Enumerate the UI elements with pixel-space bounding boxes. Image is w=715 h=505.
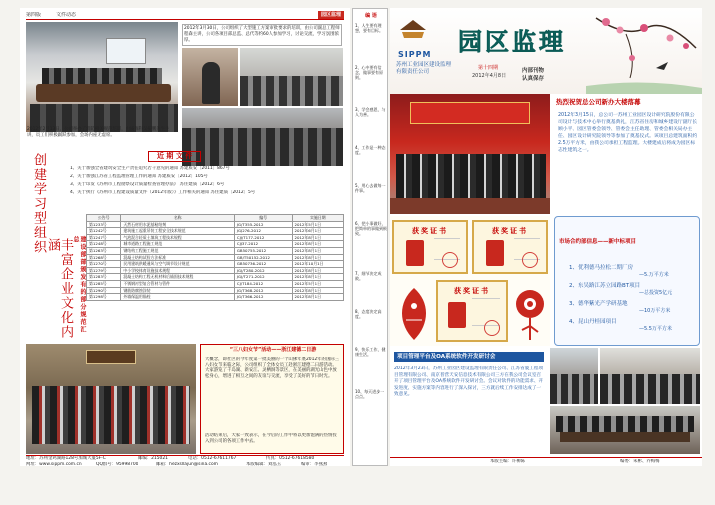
table-cell: 第1247号 xyxy=(87,234,121,241)
table-cell: 中小学校体育设施技术规程 xyxy=(121,267,235,274)
ceremony-banner xyxy=(410,102,530,124)
market-item-1: 1、优利德马拉松二期厂房 xyxy=(569,265,634,271)
issue-date: 2012年4月8日 xyxy=(472,73,507,79)
table-cell: JG/T355-2012 xyxy=(234,221,292,228)
table-cell: 第1298号 xyxy=(87,294,121,301)
certificate-2 xyxy=(472,220,548,274)
audience-rows xyxy=(240,76,343,106)
certificate-2-title: 获奖证书 xyxy=(492,227,528,235)
seminar-photo-3 xyxy=(550,406,700,454)
market-area-1: —5.万平方米 xyxy=(639,272,669,278)
table-cell: 天然石材用水泥基粘结剂 xyxy=(121,221,235,228)
seminar-2-people xyxy=(600,374,700,404)
table-row xyxy=(87,261,344,268)
vertical-slogan-2: 丰富企业文化内涵 xyxy=(45,238,73,340)
table-cell: 第1285号 xyxy=(87,280,121,287)
ceremony-floor xyxy=(390,198,550,214)
table-cell: JG/T368-2012 xyxy=(234,287,292,294)
market-info-box xyxy=(554,216,700,346)
table-cell: JGJ/T271-2012 xyxy=(234,274,292,281)
table-cell: 2012年5月1日 xyxy=(292,280,344,287)
attendees xyxy=(42,68,162,84)
right-footer-editor: 本版主编：许柳陈 xyxy=(490,459,526,464)
table-cell: CJJ37-2012 xyxy=(234,241,292,248)
market-area-3: —10万平方米 xyxy=(639,308,671,314)
left-footer xyxy=(26,455,344,466)
editorial-item-2: 2、心中要有信念，做事要有原则。 xyxy=(355,65,383,81)
editorial-item-4: 4、工作是一种态度。 xyxy=(355,145,386,156)
seminar-photo-1 xyxy=(550,348,598,404)
table-row xyxy=(87,247,344,254)
company-name: 苏州工业园区建设监理有限责任公司 xyxy=(396,62,452,75)
internal-label-1: 内部刊物 xyxy=(522,68,545,74)
editorial-item-10: 10、每天进步一点点。 xyxy=(355,389,385,400)
market-item-2: 2、东吴路江苏立园路BT项目 xyxy=(569,283,641,289)
table-row xyxy=(87,221,344,228)
table-cell: JGJ/T280-2012 xyxy=(234,267,292,274)
table-cell: GB/T50152-2012 xyxy=(234,254,292,261)
training-photo-1 xyxy=(26,22,178,132)
editorial-item-1: 1、人生要有理想，要有目标。 xyxy=(355,23,383,34)
certificate-3 xyxy=(436,280,508,342)
footer-website[interactable]: 网址：www.sippm.com.cn xyxy=(26,462,82,467)
paper-cut-flower-icon xyxy=(512,286,548,342)
table-cell: 2012年8月1日 xyxy=(292,247,344,254)
recent-doc-4: 4、关于执行《苏州市工程建设质量文件（2012年版）》工作相关的通知 苏住建质〔2012〕5号 xyxy=(70,190,256,195)
table-row xyxy=(87,234,344,241)
certificate-1-title: 获奖证书 xyxy=(412,227,448,235)
training-photo-2 xyxy=(240,48,343,106)
table-cell: 2012年8月1日 xyxy=(292,254,344,261)
editorial-item-3: 3、学会感恩，与人为善。 xyxy=(355,107,386,118)
recent-doc-3: 3、关于印发《苏州市工程勘察设计质量检查管理办法》 苏住建质〔2012〕6号 xyxy=(70,182,225,187)
editorial-item-8: 8、态度决定高度。 xyxy=(355,309,382,320)
standards-table xyxy=(86,214,344,301)
ceremony-people xyxy=(396,154,546,198)
footer-email[interactable]: 邮箱：hezxsllajun@sina.com xyxy=(156,462,218,467)
table-cell: 城市道路工程施工规范 xyxy=(121,241,235,248)
table-cell: 气泡混合轻质土填筑工程技术规程 xyxy=(121,234,235,241)
certificate-2-ribbon-icon xyxy=(486,240,504,266)
projection-screen xyxy=(106,38,146,64)
editorial-item-5: 5、用心去做每一件事。 xyxy=(355,183,386,194)
footer-reviewer: 编审：李燕燕 xyxy=(301,462,328,467)
footer-address: 地址：苏州金鸡湖路128号加城大厦5F-C xyxy=(26,456,106,461)
issue-number: 第十四期 xyxy=(478,65,499,71)
seminar-3-people xyxy=(556,416,694,432)
certificate-1-seal-icon xyxy=(442,252,458,268)
editorial-item-7: 7、细节决定成败。 xyxy=(355,271,382,282)
seminar-photo-2 xyxy=(600,348,700,404)
section-label: 文件动态 xyxy=(56,12,77,18)
right-footer-reviewer: 编委：朱彬、乔梅梅 xyxy=(620,459,660,464)
table-cell: 2012年5月1日 xyxy=(292,221,344,228)
footer-postcode: 邮编：215021 xyxy=(138,456,168,461)
womens-day-title: “三八妇女节”活动——浙江建德二日游 xyxy=(229,347,317,353)
group-photo xyxy=(26,344,196,454)
table-cell: 2012年6月1日 xyxy=(292,228,344,235)
standards-table-wrap xyxy=(86,214,346,301)
table-cell: CJJ/T177-2012 xyxy=(234,234,292,241)
company-logo-icon xyxy=(398,18,428,44)
paper-cut-fish-icon xyxy=(396,284,432,344)
plum-blossom-illustration xyxy=(586,8,702,94)
certificate-2-seal-icon xyxy=(522,252,538,268)
table-cell: 第1233号 xyxy=(87,221,121,228)
masthead xyxy=(390,8,702,94)
right-page xyxy=(390,8,702,466)
womens-day-body: 大概念，即社区的今年度第一批美丽的一个山佛年底2012年的国际三八妇女节来临之际，公司组织了全体女员工赴浙江建德二日游活动。大家游览了千岛湖、新安江、灵栖洞等景区，在美丽的湖光山色中放松身心，增进了相互之间的友谊与交流，享受了美好的节日时光。 xyxy=(205,357,340,379)
certificate-1-ribbon-icon xyxy=(406,240,424,266)
table-cell: 第1290号 xyxy=(87,287,121,294)
table-cell: 第1270号 xyxy=(87,261,121,268)
market-area-2: —总投资5亿元 xyxy=(639,290,673,296)
recent-docs-section xyxy=(68,150,344,210)
market-title: 市场合约部信息——新中标项目 xyxy=(559,239,637,245)
certificate-3-seal-icon xyxy=(484,320,500,336)
table-cell: 外墙保温用锚栓 xyxy=(121,294,235,301)
table-cell: 第1279号 xyxy=(87,267,121,274)
footer-phone: 电话：0512-67611767 xyxy=(188,456,237,461)
table-cell: 钢筋防腐蚀涂装 xyxy=(121,287,235,294)
standards-side-label: 建设部部颁发有的部分规范汇总 xyxy=(72,236,86,334)
table-row xyxy=(87,280,344,287)
table-cell: 2012年8月1日 xyxy=(292,241,344,248)
table-cell: 混凝土结构工程无机材料后锚固技术规程 xyxy=(121,274,235,281)
certificate-3-title: 获奖证书 xyxy=(454,287,490,295)
table-cell: CJ/T184-2012 xyxy=(234,280,292,287)
table-cell: 2012年10月1日 xyxy=(292,261,344,268)
editorial-column xyxy=(352,8,388,466)
left-page xyxy=(20,8,350,466)
table-cell: GB50736-2012 xyxy=(234,261,292,268)
table-cell: 第1248号 xyxy=(87,241,121,248)
software-seminar-body: 2012年3月23日，苏州工业园区建设监理有限责任公司、江苏省厦工程项目管理有限公司、南京普营天安信息技术有限公司三方在我公司会议室召开了项目管理平台及OA系统软件开发研讨会。会议对软件的功能需求、开发进度、实施方案等内容进行了深入探讨，三方就后续工作安排达成了一致意见。 xyxy=(394,366,544,398)
sippm-text: SIPPM xyxy=(398,50,432,59)
header-logo: 园区监理 xyxy=(318,11,344,19)
market-item-3: 3、德华紫光产学研基地 xyxy=(569,301,628,307)
table-cell: 2012年8月1日 xyxy=(292,294,344,301)
table-cell: 第1268号 xyxy=(87,254,121,261)
womens-day-box xyxy=(200,344,344,454)
table-cell: 2012年8月1日 xyxy=(292,274,344,281)
recent-docs-title: 近 期 文 件 xyxy=(148,151,201,162)
certificates-area xyxy=(390,216,550,346)
table-row xyxy=(87,228,344,235)
header-name: 名称 xyxy=(121,215,235,222)
story1-caption: 2012年3月30日，公司组织了大型施工方案审批要求的培训，由公司副总工程师程森主讲，公司各项目部总监、总代等约60人参加学习，讨论交流，学习氛围浓厚。 xyxy=(182,24,342,46)
table-row xyxy=(87,241,344,248)
table-cell: 2012年8月1日 xyxy=(292,234,344,241)
market-area-4: —5.5万平方米 xyxy=(639,326,672,332)
market-item-4: 4、昆山丹桂园项目 xyxy=(569,319,617,325)
editorial-item-6: 6、把小事做好，把简单的事做到极致。 xyxy=(355,221,387,237)
table-row xyxy=(87,267,344,274)
vertical-slogan-1: 创建学习型组织 xyxy=(31,153,46,255)
table-cell: 不锈钢衬型复合管材与管件 xyxy=(121,280,235,287)
masthead-title: 园区监理 xyxy=(458,27,566,56)
table-cell: JGJ276-2012 xyxy=(234,228,292,235)
footer-fax: 传真：0512-67618580 xyxy=(266,456,315,461)
table-header-row xyxy=(87,215,344,222)
table-cell: 民用建筑供暖通风与空气调节设计规范 xyxy=(121,261,235,268)
group-members xyxy=(32,386,190,444)
seminar-1-people xyxy=(550,374,598,404)
speaker-photo xyxy=(182,48,238,106)
table-row xyxy=(87,294,344,301)
celebration-headline: 热烈祝贺总公司新办大楼落幕 xyxy=(556,98,641,106)
table-row xyxy=(87,287,344,294)
header-code: 编号 xyxy=(234,215,292,222)
table-cell: 建筑施工起重吊装工程安全技术规范 xyxy=(121,228,235,235)
header-date: 实施日期 xyxy=(292,215,344,222)
table-cell: 钢结构工程施工规范 xyxy=(121,247,235,254)
table-cell: 2012年8月1日 xyxy=(292,287,344,294)
header-notice-no: 公告号 xyxy=(87,215,121,222)
womens-day-ending: 活动结束后，大家一致表示，在今后的工作中将以更加饱满的热情投入到公司的各项工作中去。 xyxy=(205,433,337,444)
software-seminar-title: 项目管理平台及OA系统软件开发研讨会 xyxy=(394,352,544,362)
editorial-item-9: 9、快乐工作，健康生活。 xyxy=(355,347,386,358)
speaker-figure xyxy=(202,62,220,104)
certificate-3-ribbon-icon xyxy=(448,302,466,328)
conference-table xyxy=(36,84,171,102)
table-cell: 混凝土结构试验方法标准 xyxy=(121,254,235,261)
table-cell: 第1242号 xyxy=(87,228,121,235)
recent-doc-2: 2、关于加强江苏省工程监理管理工作的通知 苏建质安〔2012〕105号 xyxy=(70,174,208,179)
editorial-title: 编 语 xyxy=(365,13,377,19)
table-cell: 第1283号 xyxy=(87,274,121,281)
table-cell: GB50755-2012 xyxy=(234,247,292,254)
certificate-1 xyxy=(392,220,468,274)
footer-qq: QQ群号：95998700 xyxy=(96,462,139,467)
table-cell: 2012年8月1日 xyxy=(292,267,344,274)
footer-editor: 本版编辑：刘泓玉 xyxy=(246,462,282,467)
issue-label: 第四版 xyxy=(26,12,42,18)
celebration-body: 2012年3月15日，总公司一苏州工业园区设计研究院股份有限公司设计与技术中心举行奠基典礼，江苏省住房和城乡建设厅副厅长顾小平、园区管委会领导、管委会主任助理、管委会相关局办主任、园区设计研究院领导等参加了奠基仪式。该项目总建筑面积约2.5万平方米，由我公司承担工程监理。大楼建成后将成为园区标志性建筑之一。 xyxy=(558,113,698,153)
table-cell: JG/T366-2012 xyxy=(234,294,292,301)
left-header xyxy=(26,11,344,20)
ceremony-photo xyxy=(390,94,550,214)
table-cell: 第1263号 xyxy=(87,247,121,254)
table-row xyxy=(87,254,344,261)
gate-sign xyxy=(86,350,136,364)
recent-doc-1: 1、关于加强全省建筑安全生产责任追究若干意见的通知 苏建质安〔2011〕867号 xyxy=(70,166,230,171)
celebration-article xyxy=(552,96,702,214)
table-row xyxy=(87,274,344,281)
story2-caption: 2012年2月13日，公司举办了消防相关规范培训，由质保科吴振鹏先生主讲，员工们积极踊跃参加，会场内座无虚席。 xyxy=(27,127,170,138)
right-footer xyxy=(390,457,702,466)
internal-label-2: 认真保存 xyxy=(522,76,545,82)
